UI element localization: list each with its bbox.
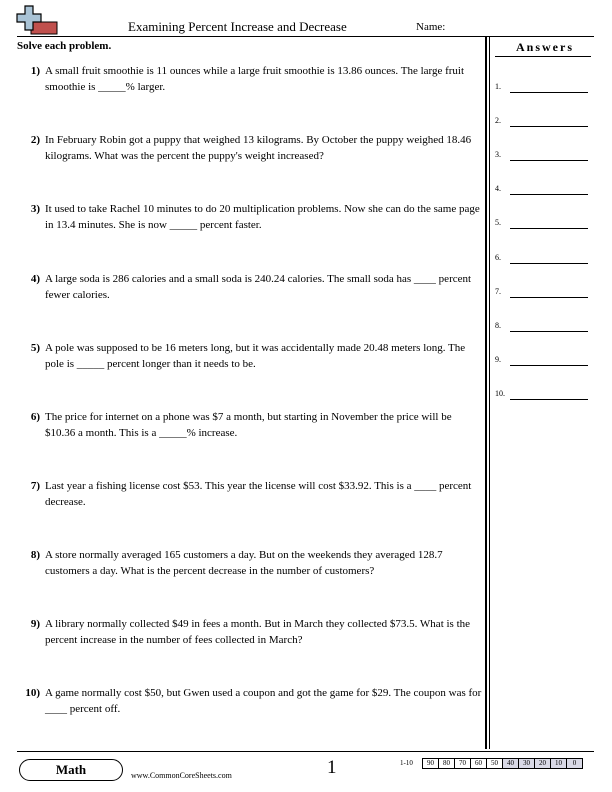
column-divider-thin bbox=[489, 37, 490, 749]
instructions: Solve each problem. bbox=[17, 40, 112, 52]
answer-slot[interactable] bbox=[495, 321, 595, 335]
answer-line bbox=[510, 92, 588, 93]
score-cell: 40 bbox=[502, 758, 519, 769]
column-divider bbox=[485, 37, 487, 749]
answer-number: 2. bbox=[495, 116, 501, 125]
problem-number: 10) bbox=[25, 687, 40, 699]
problem-number: 6) bbox=[30, 411, 40, 423]
answer-slot[interactable] bbox=[495, 116, 595, 130]
problem-text: A pole was supposed to be 16 meters long, but it was accidentally made 20.48 meters long. The pole is _____ percent longer than it needs to be. bbox=[45, 342, 466, 370]
answer-line bbox=[510, 160, 588, 161]
answer-number: 3. bbox=[495, 150, 501, 159]
problem-number: 5) bbox=[30, 342, 40, 354]
problem-text: A store normally averaged 165 customers a day. But on the weekends they averaged 128.7 customers a day. What is the percent decrease in the number of customers? bbox=[45, 549, 443, 577]
answer-number: 5. bbox=[495, 218, 501, 227]
score-cell: 30 bbox=[518, 758, 535, 769]
problem-number: 9) bbox=[30, 618, 40, 630]
worksheet-title: Examining Percent Increase and Decrease bbox=[128, 19, 347, 34]
logo-icon bbox=[15, 4, 59, 36]
answer-slot[interactable] bbox=[495, 253, 595, 267]
answer-number: 4. bbox=[495, 184, 501, 193]
answer-line bbox=[510, 228, 588, 229]
answer-number: 6. bbox=[495, 253, 501, 262]
score-table bbox=[423, 758, 583, 767]
problem-text: It used to take Rachel 10 minutes to do 20 multiplication problems. Now she can do the same page in 13.4 minutes. She is now _____ percent faster. bbox=[45, 203, 480, 231]
name-label: Name: bbox=[416, 21, 446, 33]
problem-number: 7) bbox=[30, 480, 40, 492]
score-cell: 10 bbox=[550, 758, 567, 769]
score-cell: 60 bbox=[470, 758, 487, 769]
answer-line bbox=[510, 194, 588, 195]
answer-slot[interactable] bbox=[495, 389, 595, 403]
problem-text: A large soda is 286 calories and a small soda is 240.24 calories. The small soda has ____ percent fewer calories. bbox=[45, 273, 472, 301]
problem-number: 2) bbox=[30, 134, 40, 146]
page-number: 1 bbox=[327, 757, 337, 778]
answer-line bbox=[510, 126, 588, 127]
answer-line bbox=[510, 365, 588, 366]
answer-slot[interactable] bbox=[495, 218, 595, 232]
problem-text: A small fruit smoothie is 11 ounces while a large fruit smoothie is 13.86 ounces. The large fruit smoothie is _____% larger. bbox=[45, 65, 465, 93]
problem-text: A game normally cost $50, but Gwen used a coupon and got the game for $29. The coupon was for ____ percent off. bbox=[45, 687, 482, 715]
problem-number: 1) bbox=[30, 65, 40, 77]
score-range-label: 1-10 bbox=[400, 759, 413, 767]
answers-heading: Answers bbox=[516, 40, 574, 54]
subject-badge: Math bbox=[19, 759, 123, 781]
problem-number: 4) bbox=[30, 273, 40, 285]
answer-slot[interactable] bbox=[495, 82, 595, 96]
problem-text: Last year a fishing license cost $53. This year the license will cost $33.92. This is a ____ percent decrease. bbox=[45, 480, 472, 508]
answers-heading-rule bbox=[495, 56, 591, 57]
answer-number: 7. bbox=[495, 287, 501, 296]
answer-line bbox=[510, 399, 588, 400]
problem-text: The price for internet on a phone was $7 a month, but starting in November the price will be $10.36 a month. This is a _____% increase. bbox=[45, 411, 452, 439]
footer-divider bbox=[17, 751, 594, 752]
answer-line bbox=[510, 263, 588, 264]
answer-slot[interactable] bbox=[495, 287, 595, 301]
website-url[interactable]: www.CommonCoreSheets.com bbox=[131, 771, 232, 780]
header-divider bbox=[17, 36, 594, 37]
answer-number: 1. bbox=[495, 82, 501, 91]
score-cell: 80 bbox=[438, 758, 455, 769]
score-cell: 70 bbox=[454, 758, 471, 769]
answer-number: 8. bbox=[495, 321, 501, 330]
score-cell: 0 bbox=[566, 758, 583, 769]
score-cell: 20 bbox=[534, 758, 551, 769]
answer-slot[interactable] bbox=[495, 150, 595, 164]
problem-text: In February Robin got a puppy that weighed 13 kilograms. By October the puppy weighed 18.46 kilograms. What was the percent the puppy's weight increased? bbox=[45, 134, 472, 162]
score-cell: 50 bbox=[486, 758, 503, 769]
answer-line bbox=[510, 331, 588, 332]
answer-number: 10. bbox=[495, 389, 505, 398]
problem-text: A library normally collected $49 in fees a month. But in March they collected $73.5. What is the percent increase in the number of fees collected in March? bbox=[45, 618, 471, 646]
problem-number: 8) bbox=[30, 549, 40, 561]
answer-line bbox=[510, 297, 588, 298]
problem-number: 3) bbox=[30, 203, 40, 215]
answer-number: 9. bbox=[495, 355, 501, 364]
score-cell: 90 bbox=[422, 758, 439, 769]
answer-slot[interactable] bbox=[495, 184, 595, 198]
answer-slot[interactable] bbox=[495, 355, 595, 369]
